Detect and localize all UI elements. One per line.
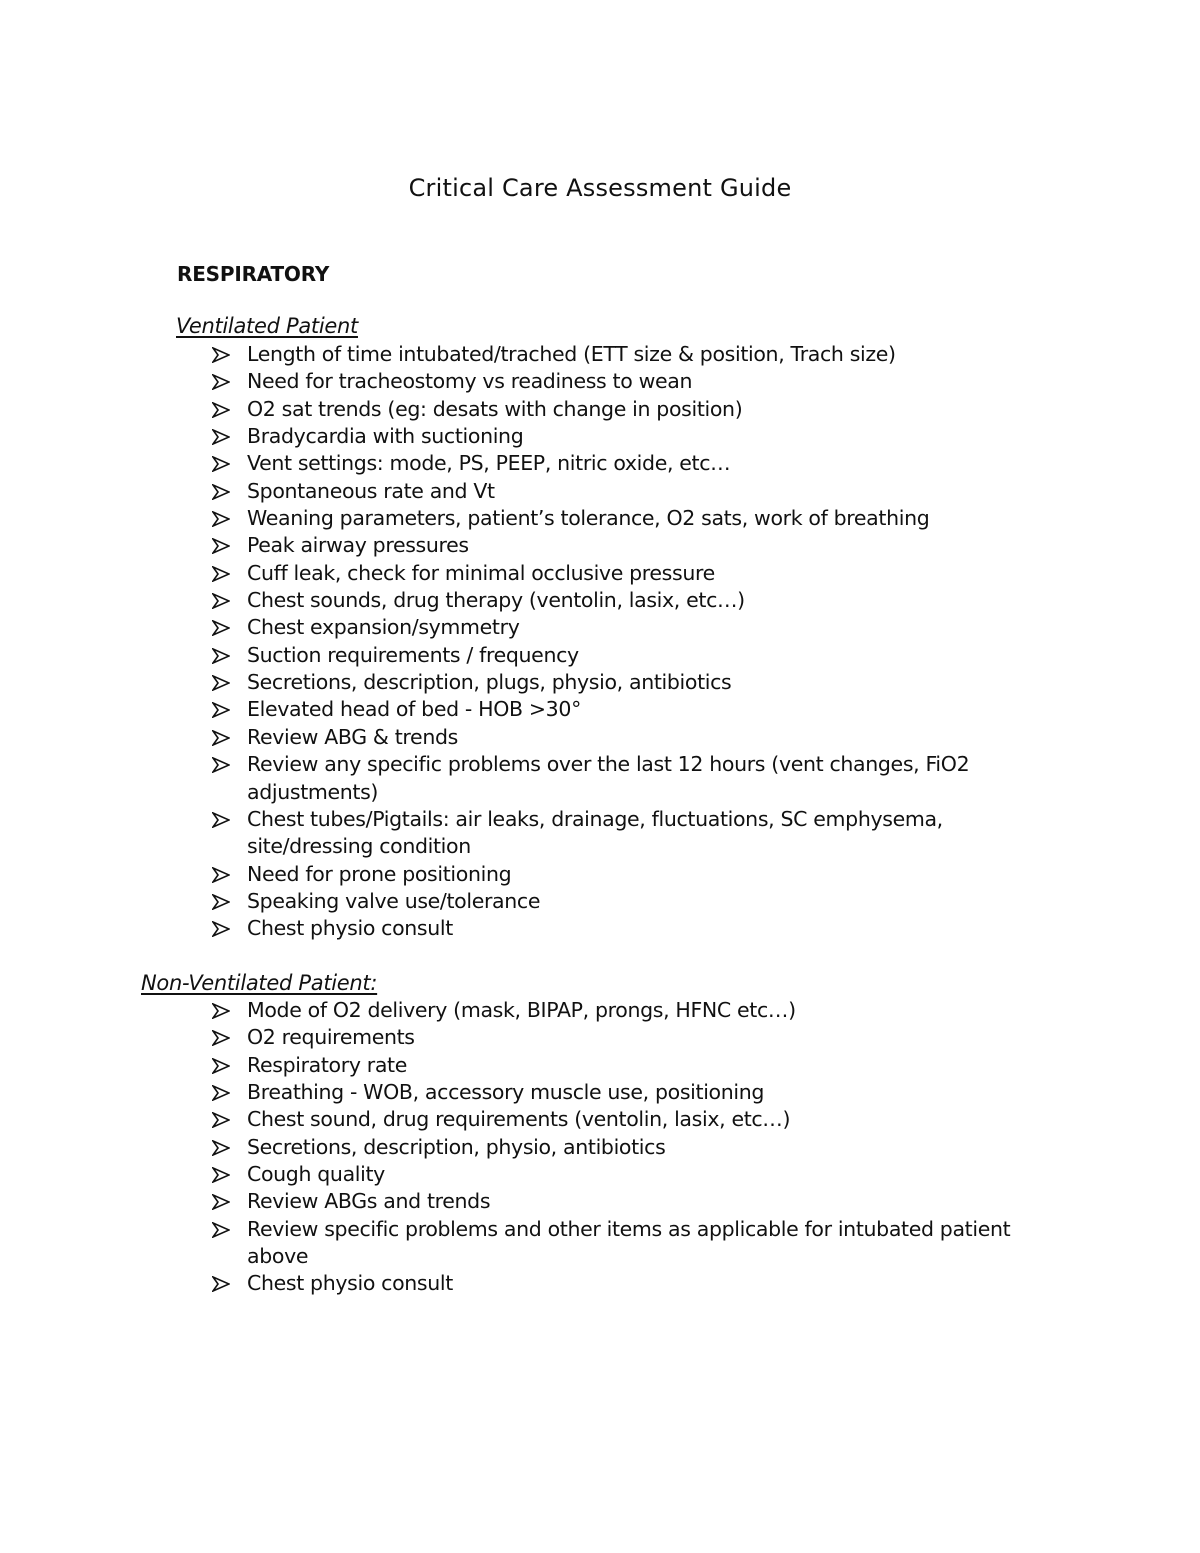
list-item-text: Respiratory rate xyxy=(247,1052,408,1077)
arrow-bullet-icon xyxy=(212,1222,230,1238)
list-item-text: Peak airway pressures xyxy=(247,533,469,558)
list-item-text: Chest physio consult xyxy=(247,916,453,941)
arrow-bullet-icon xyxy=(212,456,230,472)
ventilated-heading: Ventilated Patient xyxy=(176,314,358,338)
list-item xyxy=(212,669,1032,696)
arrow-bullet-icon xyxy=(212,867,230,883)
list-item-text: Need for prone positioning xyxy=(247,861,512,886)
list-item xyxy=(212,915,1032,942)
arrow-bullet-icon xyxy=(212,702,230,718)
list-item-text: Length of time intubated/trached (ETT size & position, Trach size) xyxy=(247,342,896,366)
list-item xyxy=(212,806,1032,861)
arrow-bullet-icon xyxy=(212,484,230,500)
list-item-text: Need for tracheostomy vs readiness to wean xyxy=(247,369,693,394)
list-item xyxy=(212,450,1032,477)
list-item-text: Review specific problems and other items as applicable for intubated patient above xyxy=(247,1216,1011,1269)
list-item-text: Speaking valve use/tolerance xyxy=(247,888,541,913)
arrow-bullet-icon xyxy=(212,374,230,390)
list-item xyxy=(212,1079,1032,1106)
list-item-text: Elevated head of bed - HOB >30° xyxy=(247,697,581,722)
list-item xyxy=(212,1270,1032,1297)
arrow-bullet-icon xyxy=(212,1030,230,1046)
list-item xyxy=(212,642,1032,669)
arrow-bullet-icon xyxy=(212,1058,230,1074)
arrow-bullet-icon xyxy=(212,812,230,828)
list-item-text: Review ABGs and trends xyxy=(247,1189,491,1214)
list-item xyxy=(212,997,1032,1024)
list-item-text: Secretions, description, plugs, physio, antibiotics xyxy=(247,670,732,695)
list-item xyxy=(212,341,1032,368)
list-item-text: Chest sounds, drug therapy (ventolin, lasix, etc…) xyxy=(247,588,745,613)
list-item xyxy=(212,1106,1032,1133)
arrow-bullet-icon xyxy=(212,1140,230,1156)
list-item xyxy=(212,560,1032,587)
list-item-text: Weaning parameters, patient’s tolerance, O2 sats, work of breathing xyxy=(247,506,930,531)
non-ventilated-list xyxy=(212,997,1032,1298)
arrow-bullet-icon xyxy=(212,1003,230,1019)
list-item-text: Spontaneous rate and Vt xyxy=(247,478,495,503)
list-item xyxy=(212,1161,1032,1188)
arrow-bullet-icon xyxy=(212,675,230,691)
list-item-text: Chest physio consult xyxy=(247,1271,453,1296)
list-item xyxy=(212,505,1032,532)
list-item-text: Bradycardia with suctioning xyxy=(247,424,524,449)
list-item-text: Suction requirements / frequency xyxy=(247,642,579,667)
list-item xyxy=(212,396,1032,423)
arrow-bullet-icon xyxy=(212,648,230,664)
list-item-text: Chest sound, drug requirements (ventolin, lasix, etc…) xyxy=(247,1107,791,1132)
list-item xyxy=(212,861,1032,888)
list-item xyxy=(212,696,1032,723)
arrow-bullet-icon xyxy=(212,566,230,582)
list-item-text: Mode of O2 delivery (mask, BIPAP, prongs, HFNC etc…) xyxy=(247,998,796,1022)
list-item-text: Review ABG & trends xyxy=(247,724,458,749)
list-item-text: Chest tubes/Pigtails: air leaks, drainage, fluctuations, SC emphysema, site/dressing condition xyxy=(247,806,943,859)
page-title: Critical Care Assessment Guide xyxy=(408,174,792,202)
list-item xyxy=(212,724,1032,751)
list-item xyxy=(212,751,1032,806)
list-item-text: Cough quality xyxy=(247,1162,385,1187)
list-item xyxy=(212,1134,1032,1161)
list-item xyxy=(212,587,1032,614)
ventilated-list xyxy=(212,341,1032,943)
list-item xyxy=(212,888,1032,915)
list-item-text: O2 requirements xyxy=(247,1025,415,1050)
list-item xyxy=(212,532,1032,559)
list-item-text: Vent settings: mode, PS, PEEP, nitric oxide, etc… xyxy=(247,451,731,476)
arrow-bullet-icon xyxy=(212,894,230,910)
section-heading-respiratory: RESPIRATORY xyxy=(177,262,330,286)
arrow-bullet-icon xyxy=(212,730,230,746)
list-item-text: Chest expansion/symmetry xyxy=(247,615,520,640)
list-item-text: O2 sat trends (eg: desats with change in position) xyxy=(247,396,743,421)
arrow-bullet-icon xyxy=(212,511,230,527)
list-item-text: Secretions, description, physio, antibiotics xyxy=(247,1134,666,1159)
arrow-bullet-icon xyxy=(212,1085,230,1101)
arrow-bullet-icon xyxy=(212,1167,230,1183)
arrow-bullet-icon xyxy=(212,593,230,609)
arrow-bullet-icon xyxy=(212,347,230,363)
list-item xyxy=(212,368,1032,395)
list-item xyxy=(212,1024,1032,1051)
list-item xyxy=(212,478,1032,505)
non-ventilated-heading: Non-Ventilated Patient: xyxy=(141,971,378,995)
list-item xyxy=(212,614,1032,641)
arrow-bullet-icon xyxy=(212,402,230,418)
list-item xyxy=(212,1052,1032,1079)
list-item-text: Breathing - WOB, accessory muscle use, positioning xyxy=(247,1080,765,1105)
arrow-bullet-icon xyxy=(212,429,230,445)
arrow-bullet-icon xyxy=(212,1276,230,1292)
list-item xyxy=(212,1188,1032,1215)
list-item xyxy=(212,1216,1032,1271)
list-item-text: Review any specific problems over the last 12 hours (vent changes, FiO2 adjustments) xyxy=(247,752,970,804)
list-item xyxy=(212,423,1032,450)
arrow-bullet-icon xyxy=(212,921,230,937)
arrow-bullet-icon xyxy=(212,1112,230,1128)
list-item-text: Cuff leak, check for minimal occlusive pressure xyxy=(247,560,715,585)
arrow-bullet-icon xyxy=(212,1194,230,1210)
arrow-bullet-icon xyxy=(212,757,230,773)
arrow-bullet-icon xyxy=(212,620,230,636)
arrow-bullet-icon xyxy=(212,538,230,554)
